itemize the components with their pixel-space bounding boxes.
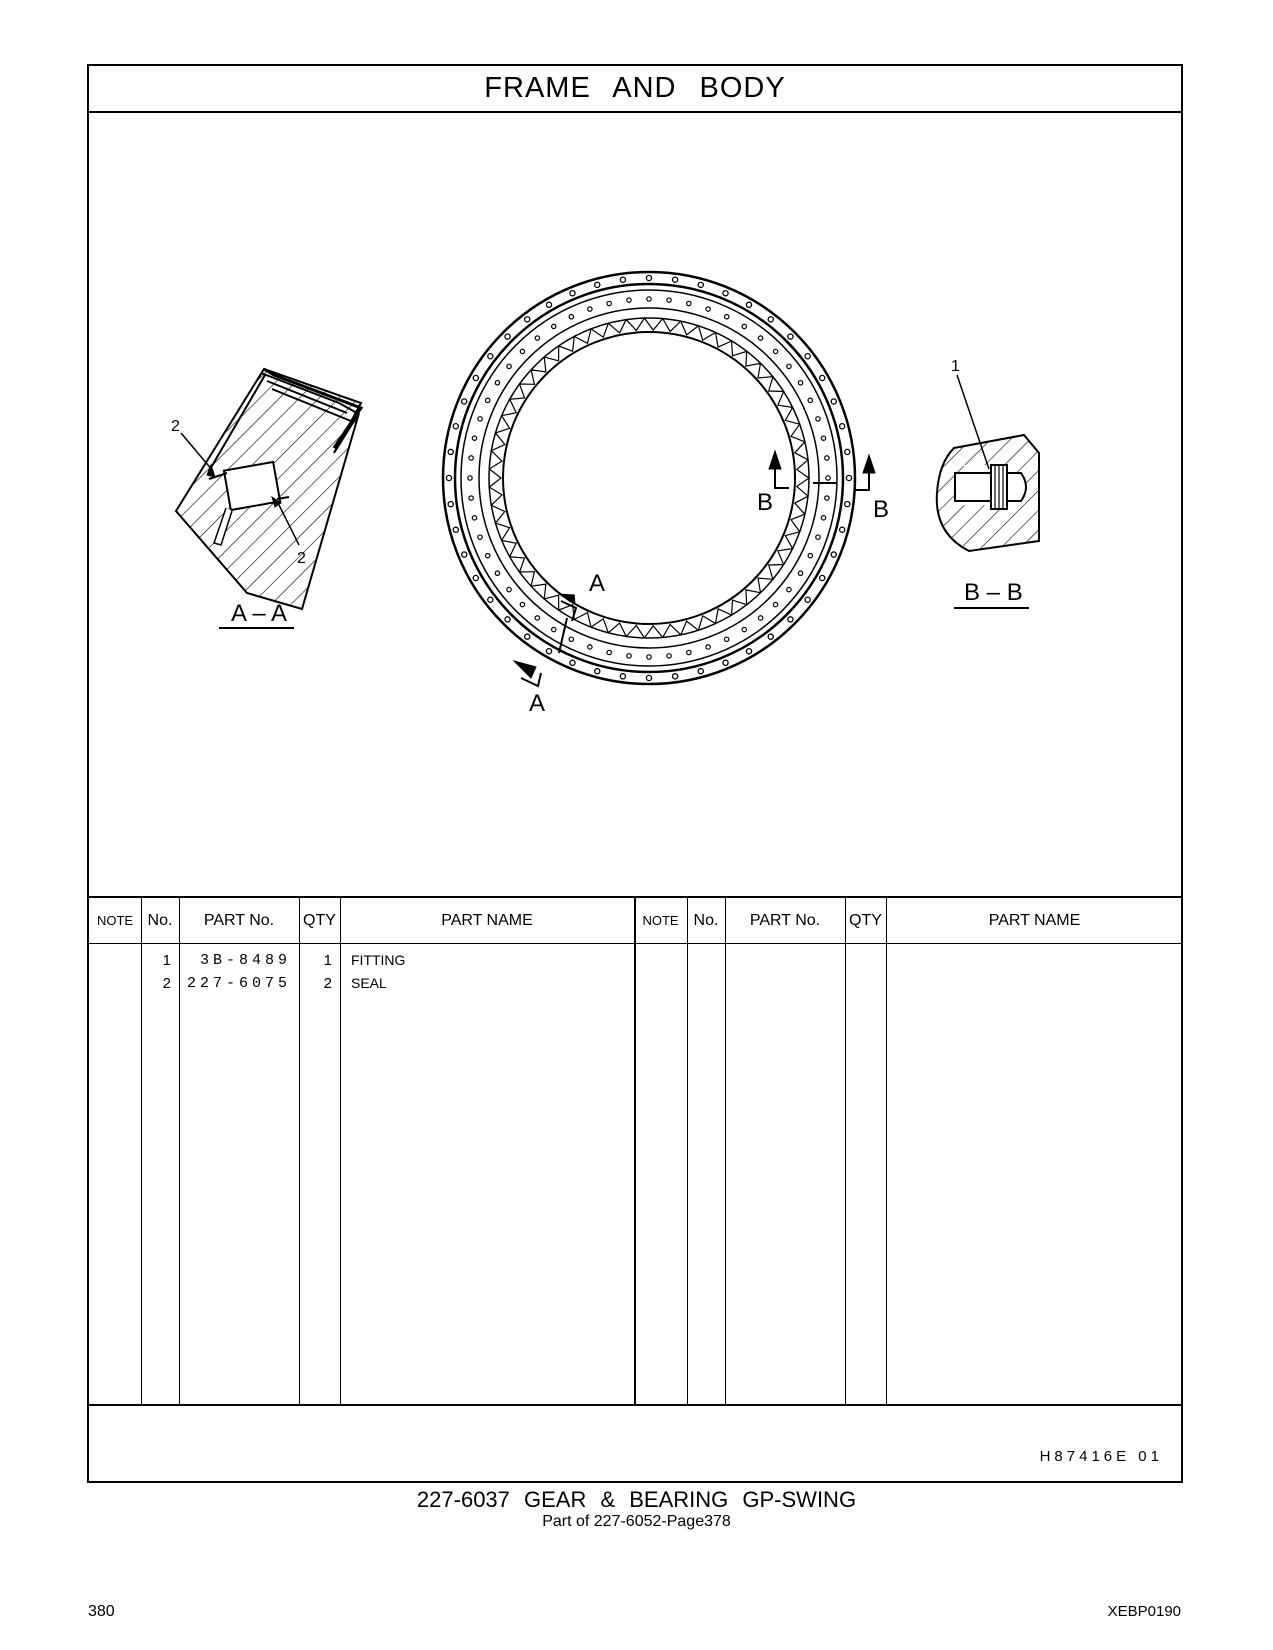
page-title: FRAME AND BODY bbox=[89, 66, 1181, 113]
header-qty-left: QTY bbox=[303, 911, 336, 929]
section-aa-drawing bbox=[176, 369, 361, 609]
diagram-svg bbox=[89, 113, 1185, 896]
header-part-name-right: PART NAME bbox=[988, 911, 1081, 929]
row-part-no: 3B-8489 bbox=[199, 952, 291, 969]
ring-gear-drawing bbox=[443, 272, 855, 684]
document-code: XEBP0190 bbox=[1107, 1603, 1181, 1620]
header-part-no-right: PART No. bbox=[749, 911, 821, 929]
exploded-diagram bbox=[89, 113, 1181, 896]
parts-table bbox=[89, 896, 1181, 1406]
header-part-name-left: PART NAME bbox=[441, 911, 533, 929]
row-part-name: FITTING bbox=[351, 952, 406, 968]
header-qty-right: QTY bbox=[849, 911, 882, 929]
header-note-left: NOTE bbox=[96, 913, 134, 928]
row-part-no: 227-6075 bbox=[186, 975, 291, 992]
bolt-holes-outer bbox=[446, 275, 851, 680]
section-bb-drawing bbox=[937, 435, 1039, 551]
group-caption: 227-6037 GEAR & BEARING GP-SWING bbox=[416, 1487, 857, 1512]
row-qty: 2 bbox=[323, 975, 332, 992]
section-aa-label: A – A bbox=[231, 600, 288, 627]
arrow-a-upper: A bbox=[589, 570, 606, 597]
group-subcaption: Part of 227-6052-Page378 bbox=[542, 1513, 731, 1530]
section-arrow-b-right bbox=[854, 455, 875, 490]
section-arrow-b-left bbox=[769, 451, 789, 488]
section-bb-label: B – B bbox=[964, 579, 1023, 606]
section-arrow-a-lower bbox=[514, 661, 541, 686]
page-number: 380 bbox=[88, 1603, 115, 1620]
callout-bb: 1 bbox=[951, 358, 960, 375]
header-no-left: No. bbox=[147, 911, 173, 929]
page-frame bbox=[87, 64, 1183, 1483]
arrow-a-lower: A bbox=[529, 690, 546, 717]
callout-aa-bottom: 2 bbox=[297, 550, 306, 567]
row-no: 2 bbox=[162, 975, 171, 992]
header-part-no-left: PART No. bbox=[203, 911, 275, 929]
drawing-code: H87416E 01 bbox=[1039, 1448, 1163, 1465]
row-part-name: SEAL bbox=[351, 975, 387, 991]
header-no-right: No. bbox=[693, 911, 719, 929]
gear-teeth bbox=[489, 318, 809, 638]
arrow-b-left: B bbox=[757, 489, 774, 516]
row-qty: 1 bbox=[323, 952, 332, 969]
row-no: 1 bbox=[162, 952, 171, 969]
header-note-right: NOTE bbox=[642, 913, 679, 928]
arrow-b-right: B bbox=[873, 496, 890, 523]
callout-aa-top: 2 bbox=[171, 418, 180, 435]
